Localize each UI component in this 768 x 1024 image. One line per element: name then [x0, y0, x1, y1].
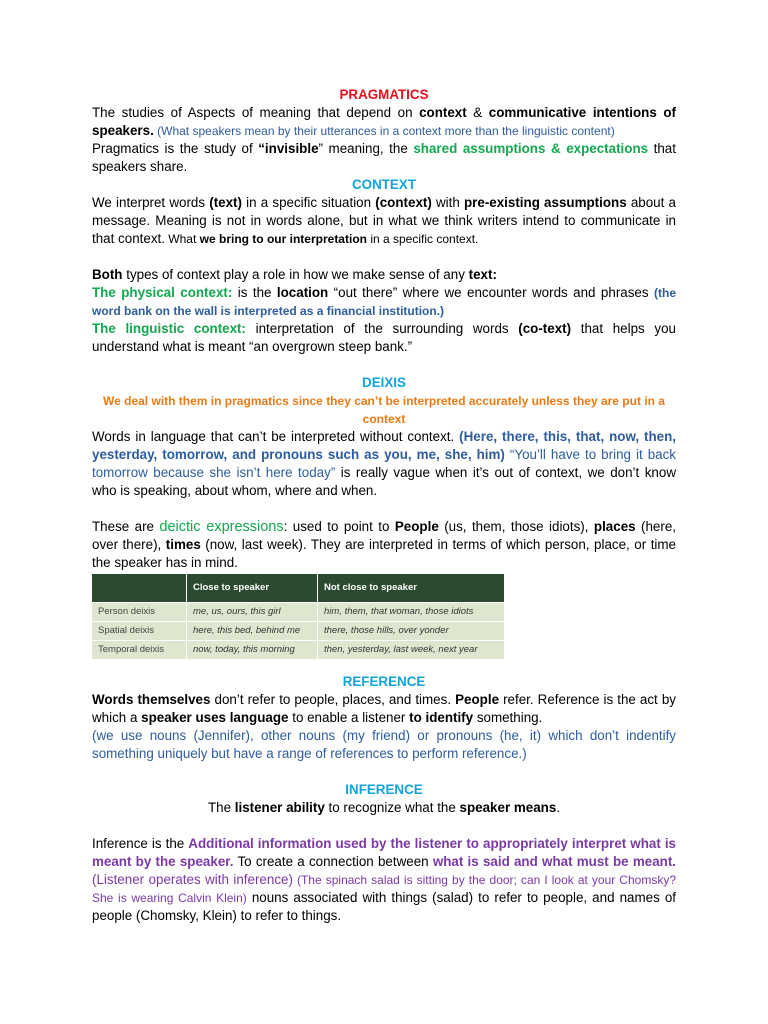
- table-cell: Spatial deixis: [92, 622, 187, 641]
- text-run: “out there” where we encounter words and phrases: [328, 285, 654, 300]
- text-run: (text): [209, 195, 242, 210]
- text-run: deictic expressions: [159, 519, 284, 535]
- table-cell: here, this bed, behind me: [187, 622, 318, 641]
- table-cell: him, them, that woman, those idiots: [318, 603, 505, 622]
- table-cell: Temporal deixis: [92, 641, 187, 660]
- text-run: that helps you understand what is meant “an overgrown steep bank.”: [92, 321, 676, 354]
- text-run: (us, them, those idiots),: [438, 519, 594, 534]
- text-run: (co-text): [518, 321, 572, 336]
- text-run: location: [276, 285, 329, 300]
- text-run: “invisible: [258, 141, 319, 156]
- text-run: (context): [375, 195, 432, 210]
- note-run: (What speakers mean by their utterances in a context more than the linguistic content): [153, 124, 615, 138]
- text-run: .: [556, 800, 561, 815]
- text-run: These are: [92, 519, 160, 534]
- text-run: The physical context:: [92, 285, 233, 300]
- deixis-title: DEIXIS: [362, 375, 406, 390]
- text-run: Additional information used by the listener to appropriately interpret what is meant by the speaker.: [92, 836, 677, 869]
- text-run: People: [394, 519, 439, 534]
- text-run: People: [455, 692, 500, 707]
- text-run: We interpret words: [92, 195, 210, 210]
- text-run: shared assumptions & expectations: [413, 141, 649, 156]
- text-run: we bring to our interpretation: [199, 232, 367, 246]
- text-run: speaker means: [459, 800, 557, 815]
- inference-title: INFERENCE: [345, 782, 423, 797]
- text-run: : used to point to: [283, 519, 395, 534]
- text-run: in a specific context.: [366, 232, 479, 246]
- reference-title: REFERENCE: [342, 674, 426, 689]
- context-both-types: [92, 266, 676, 284]
- document-page: [92, 86, 676, 925]
- deictic-expressions: [92, 518, 676, 572]
- text-run: to recognize what the: [324, 800, 460, 815]
- table-cell: me, us, ours, this girl: [187, 603, 318, 622]
- text-run: to identify: [409, 710, 474, 725]
- table-row: [92, 641, 504, 660]
- pragmatics-title: PRAGMATICS: [339, 87, 429, 102]
- text-run: pre-existing assumptions: [463, 195, 627, 210]
- linguistic-context: [92, 320, 676, 356]
- text-run: nouns associated with things (salad) to refer to people, and names of people (Chomsky, Klein) to refer to things.: [92, 890, 677, 923]
- table-header-cell: Close to speaker: [187, 574, 318, 603]
- text-run: is the: [232, 285, 277, 300]
- inference-ability: [92, 799, 676, 817]
- deixis-subtitle: We deal with them in pragmatics since they can’t be interpreted accurately unless they are put in a context: [103, 394, 665, 426]
- table-cell: there, those hills, over yonder: [318, 622, 505, 641]
- table-row: [92, 622, 504, 641]
- text-run: ” meaning, the: [318, 141, 414, 156]
- pragmatics-study: [92, 140, 676, 176]
- text-run: Words themselves: [92, 692, 211, 707]
- deixis-definition: [92, 428, 676, 500]
- text-run: times: [165, 537, 201, 552]
- text-run: types of context play a role in how we make sense of any: [122, 267, 469, 282]
- physical-context: [92, 284, 676, 320]
- text-run: (now, last week). They are interpreted in terms of which person, place, or time the speaker has in mind.: [92, 537, 676, 570]
- text-run: Both: [92, 267, 123, 282]
- text-run: Inference is the: [92, 836, 189, 851]
- table-cell: now, today, this morning: [187, 641, 318, 660]
- text-run: &: [466, 105, 489, 120]
- text-run: about a message. Meaning is not in words alone, but in what we think writers intend to communicate in that context.: [92, 195, 676, 246]
- reference-note: (we use nouns (Jennifer), other nouns (my friend) or pronouns (he, it) which don’t indentify something uniquely but have a range of references to perform reference.): [92, 728, 676, 761]
- text-run: listener ability: [234, 800, 325, 815]
- deixis-table: [92, 574, 504, 659]
- text-run: interpretation of the surrounding words: [245, 321, 519, 336]
- text-run: speaker uses language: [141, 710, 289, 725]
- text-run: places: [593, 519, 636, 534]
- text-run: (The spinach salad is sitting by the door; can I look at your Chomsky? She is wearing Calvin Klein): [92, 873, 676, 905]
- table-header-cell: Not close to speaker: [318, 574, 505, 603]
- text-run: to enable a listener: [288, 710, 410, 725]
- text-run: (Listener operates with inference): [92, 872, 293, 887]
- text-run: To create a connection between: [233, 854, 433, 869]
- context-interpretation: [92, 194, 676, 248]
- pragmatics-definition: [92, 104, 676, 140]
- text-run: that speakers share.: [92, 141, 676, 174]
- inference-definition: [92, 835, 676, 925]
- text-run: context: [419, 105, 467, 120]
- text-run: is really vague when it’s out of context, we don’t know who is speaking, about whom, where and when.: [92, 465, 676, 498]
- text-run: don’t refer to people, places, and times.: [210, 692, 456, 707]
- table-cell: then, yesterday, last week, next year: [318, 641, 505, 660]
- table-cell: Person deixis: [92, 603, 187, 622]
- table-row: [92, 603, 504, 622]
- text-run: in a specific situation: [241, 195, 376, 210]
- text-run: (the word bank on the wall is interpreted as a financial institution.): [92, 286, 676, 318]
- text-run: what is said and what must be meant.: [432, 854, 677, 869]
- table-header-row: [92, 574, 504, 603]
- text-run: The linguistic context:: [92, 321, 246, 336]
- text-run: Words in language that can’t be interpreted without context.: [92, 429, 460, 444]
- text-run: The: [207, 800, 235, 815]
- text-run: Pragmatics is the study of: [92, 141, 259, 156]
- text-run: The studies of Aspects of meaning that depend on: [92, 105, 420, 120]
- text-run: communicative intentions of speakers.: [92, 105, 676, 138]
- text-run: text:: [468, 267, 497, 282]
- reference-definition: [92, 691, 676, 727]
- text-run: (Here, there, this, that, now, then, yesterday, tomorrow, and pronouns such as you, me, she, him): [92, 429, 676, 462]
- context-title: CONTEXT: [352, 177, 416, 192]
- text-run: something.: [473, 710, 543, 725]
- table-header-cell: [92, 574, 187, 603]
- text-run: “You’ll have to bring it back tomorrow because she isn’t here today”: [92, 447, 677, 480]
- text-run: refer. Reference is the act by which a: [92, 692, 676, 725]
- text-run: What: [164, 232, 200, 246]
- text-run: with: [431, 195, 464, 210]
- text-run: (here, over there),: [92, 519, 677, 552]
